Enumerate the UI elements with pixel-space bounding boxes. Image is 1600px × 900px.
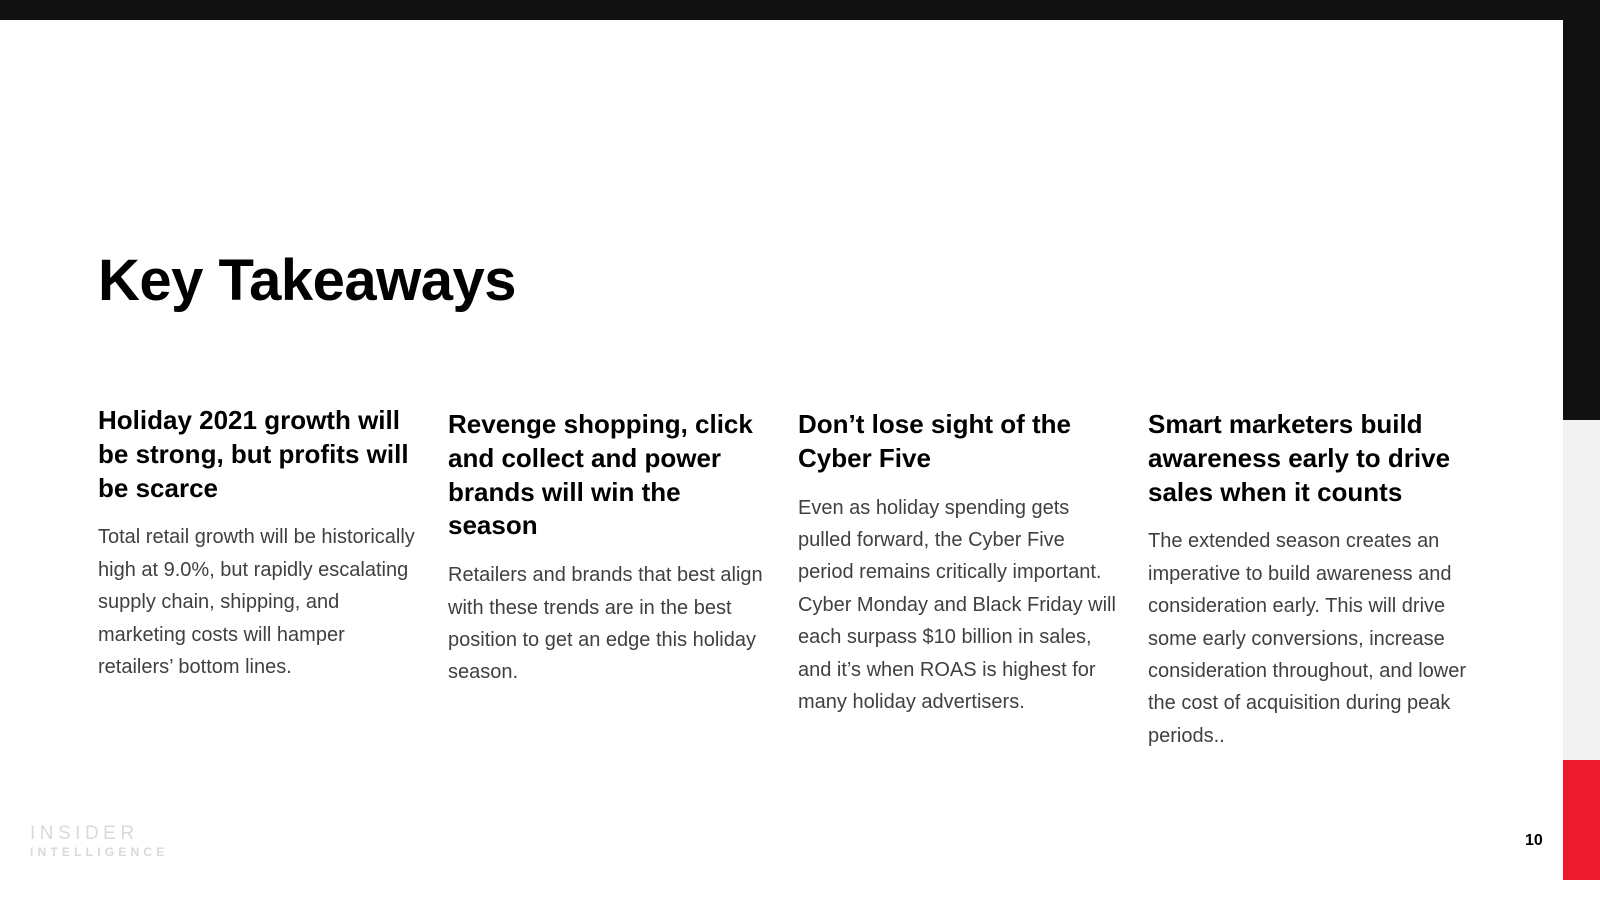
takeaway-body: Retailers and brands that best align with these trends are in the best position to get an edge this holiday season. <box>448 564 763 684</box>
takeaway-heading: Smart marketers build awareness early to drive sales when it counts <box>1148 409 1451 507</box>
takeaway-heading: Revenge shopping, click and collect and power brands will win the season <box>448 409 753 541</box>
takeaway-body: Even as holiday spending gets pulled forward, the Cyber Five period remains critically important. Cyber Monday and Black Friday will each surpass $10 billion in sales, and it’s when ROAS is highest for many holiday advertisers. <box>798 496 1116 713</box>
takeaway-heading: Don’t lose sight of the Cyber Five <box>798 409 1071 473</box>
right-edge-white-gap <box>1563 880 1600 900</box>
right-edge-grey-strip <box>1563 420 1600 760</box>
logo-line-primary: INSIDER <box>30 823 139 844</box>
right-edge-red-accent <box>1563 760 1600 900</box>
insider-intelligence-logo <box>30 824 168 859</box>
takeaway-column-3 <box>798 408 1148 718</box>
logo-line-secondary: INTELLIGENCE <box>30 844 169 859</box>
takeaway-column-1 <box>98 404 448 683</box>
page-title: Key Takeaways <box>98 247 517 313</box>
takeaways-columns <box>98 404 1498 752</box>
takeaway-column-2 <box>448 408 798 689</box>
takeaway-body: Total retail growth will be historically high at 9.0%, but rapidly escalating supply chain, shipping, and marketing costs will hamper retailers’ bottom lines. <box>98 526 415 678</box>
takeaway-column-4 <box>1148 408 1498 752</box>
takeaway-heading: Holiday 2021 growth will be strong, but profits will be scarce <box>98 405 409 503</box>
top-black-band <box>0 0 1600 20</box>
page-number: 10 <box>1525 832 1543 849</box>
right-edge-black-bar <box>1563 20 1600 420</box>
takeaway-body: The extended season creates an imperative to build awareness and consideration early. This will drive some early conversions, increase consideration throughout, and lower the cost of acquisition during peak periods.. <box>1148 530 1466 747</box>
